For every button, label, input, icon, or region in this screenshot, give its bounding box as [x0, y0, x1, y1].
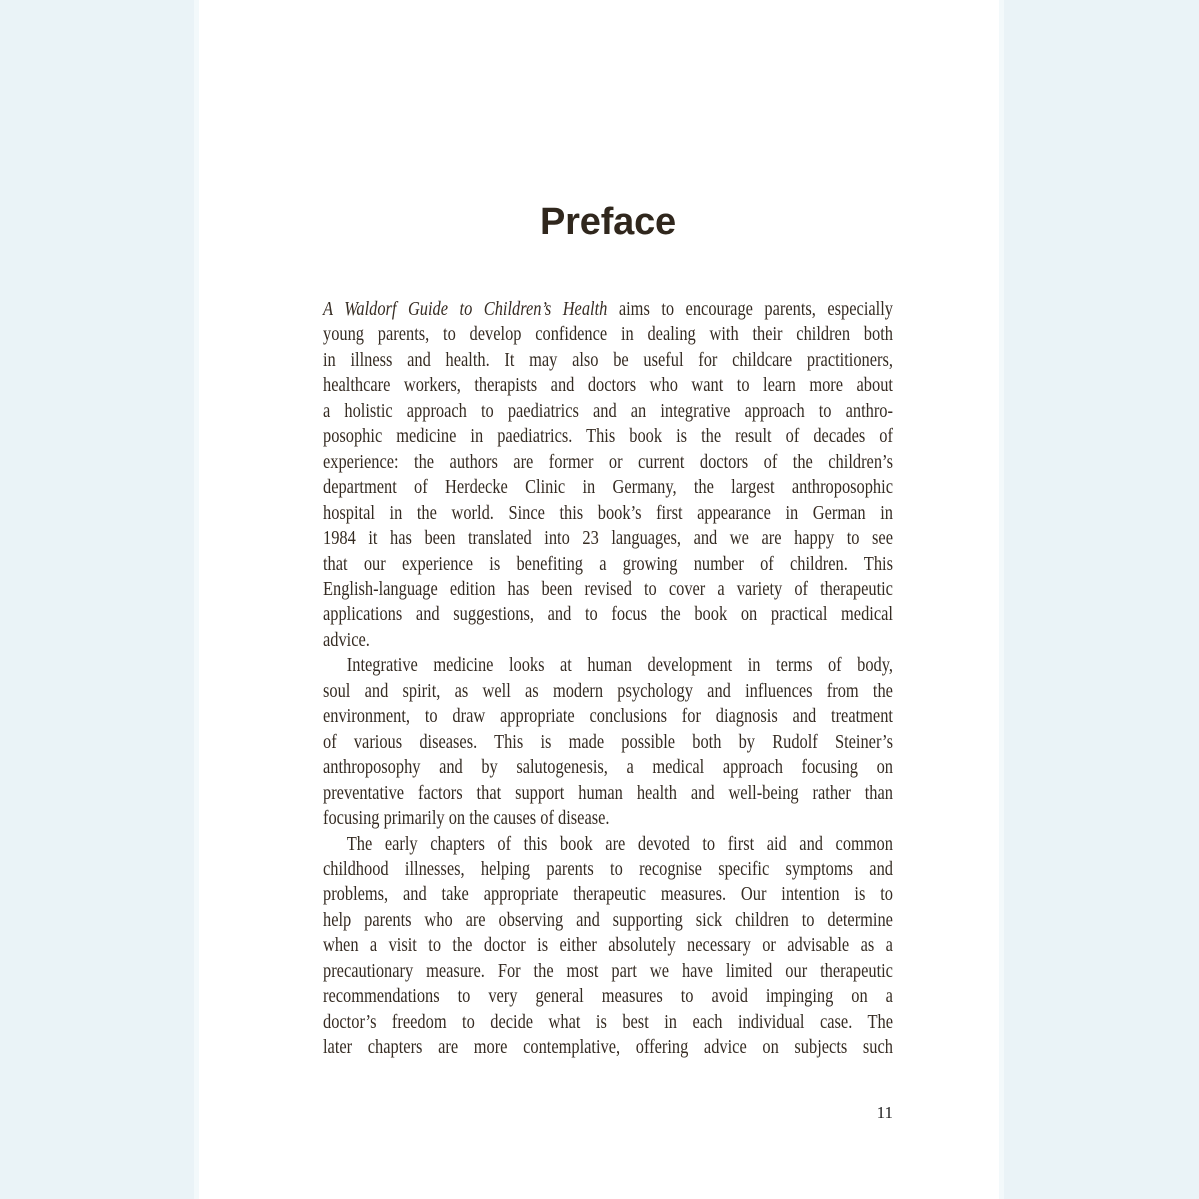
- text-segment: problems, and take appropriate therapeutic measures. Our intention is to: [323, 883, 893, 906]
- text-line: [323, 704, 893, 729]
- text-segment: English-language edition has been revised to cover a variety of therapeutic: [323, 577, 893, 600]
- text-line: [323, 526, 893, 551]
- text-segment: precautionary measure. For the most part we have limited our therapeutic: [323, 959, 893, 982]
- text-segment: environment, to draw appropriate conclusions for diagnosis and treatment: [323, 705, 893, 728]
- text-line: [323, 832, 893, 857]
- paragraph: [323, 653, 893, 831]
- text-segment: when a visit to the doctor is either absolutely necessary or advisable as a: [323, 934, 893, 957]
- page-number: 11: [876, 1103, 893, 1122]
- body-text: [323, 297, 893, 1061]
- text-segment: help parents who are observing and supporting sick children to determine: [323, 908, 893, 931]
- text-segment: healthcare workers, therapists and doctors who want to learn more about: [323, 374, 893, 397]
- text-segment: anthroposophy and by salutogenesis, a medical approach focusing on: [323, 756, 893, 779]
- text-line: [323, 908, 893, 933]
- text-segment: hospital in the world. Since this book’s first appearance in German in: [323, 501, 893, 524]
- text-line: [323, 755, 893, 780]
- text-line: [323, 806, 893, 831]
- text-line: [323, 297, 893, 322]
- text-segment: 1984 it has been translated into 23 languages, and we are happy to see: [323, 527, 893, 550]
- text-line: [323, 602, 893, 627]
- text-segment: in illness and health. It may also be useful for childcare practitioners,: [323, 348, 893, 371]
- text-segment: Integrative medicine looks at human development in terms of body,: [346, 654, 893, 677]
- text-line: [323, 501, 893, 526]
- text-line: [323, 577, 893, 602]
- text-line: [323, 781, 893, 806]
- text-segment: later chapters are more contemplative, offering advice on subjects such: [323, 1036, 893, 1059]
- text-line: [323, 552, 893, 577]
- text-line: [323, 628, 893, 653]
- text-segment: of various diseases. This is made possible both by Rudolf Steiner’s: [323, 730, 893, 753]
- text-line: [323, 857, 893, 882]
- text-segment: applications and suggestions, and to focus the book on practical medical: [323, 603, 893, 626]
- text-line: [323, 1010, 893, 1035]
- text-segment: doctor’s freedom to decide what is best in each individual case. The: [323, 1010, 893, 1033]
- text-segment: soul and spirit, as well as modern psychology and influences from the: [323, 679, 893, 702]
- text-segment: that our experience is benefiting a growing number of children. This: [323, 552, 893, 575]
- book-title-italic: A Waldorf Guide to Children’s Health: [323, 298, 608, 320]
- text-segment: advice.: [323, 628, 370, 651]
- book-page: [199, 0, 999, 1199]
- text-line: [323, 933, 893, 958]
- text-segment: department of Herdecke Clinic in Germany, the largest anthroposophic: [323, 476, 893, 499]
- paragraph: [323, 832, 893, 1061]
- text-segment: recommendations to very general measures to avoid impinging on a: [323, 985, 893, 1008]
- text-segment: preventative factors that support human health and well-being rather than: [323, 781, 893, 804]
- text-line: [323, 1035, 893, 1060]
- text-line: [323, 373, 893, 398]
- text-line: [323, 882, 893, 907]
- text-line: [323, 322, 893, 347]
- text-line: [323, 450, 893, 475]
- text-line: [323, 653, 893, 678]
- text-segment: focusing primarily on the causes of disease.: [323, 807, 610, 830]
- text-segment: experience: the authors are former or current doctors of the children’s: [323, 450, 893, 473]
- text-line: [323, 424, 893, 449]
- text-line: [323, 730, 893, 755]
- text-segment: posophic medicine in paediatrics. This book is the result of decades of: [323, 425, 893, 448]
- text-segment: young parents, to develop confidence in dealing with their children both: [323, 323, 893, 346]
- text-segment: a holistic approach to paediatrics and an integrative approach to anthro-: [323, 399, 893, 422]
- chapter-title: Preface: [540, 201, 676, 243]
- text-line: [323, 959, 893, 984]
- text-line: [323, 475, 893, 500]
- text-segment: The early chapters of this book are devoted to first aid and common: [346, 832, 893, 855]
- text-line: [323, 984, 893, 1009]
- text-segment: aims to encourage parents, especially: [607, 298, 893, 320]
- paragraph: [323, 297, 893, 653]
- text-line: [323, 348, 893, 373]
- text-line: [323, 399, 893, 424]
- text-segment: childhood illnesses, helping parents to recognise specific symptoms and: [323, 857, 893, 880]
- text-line: [323, 679, 893, 704]
